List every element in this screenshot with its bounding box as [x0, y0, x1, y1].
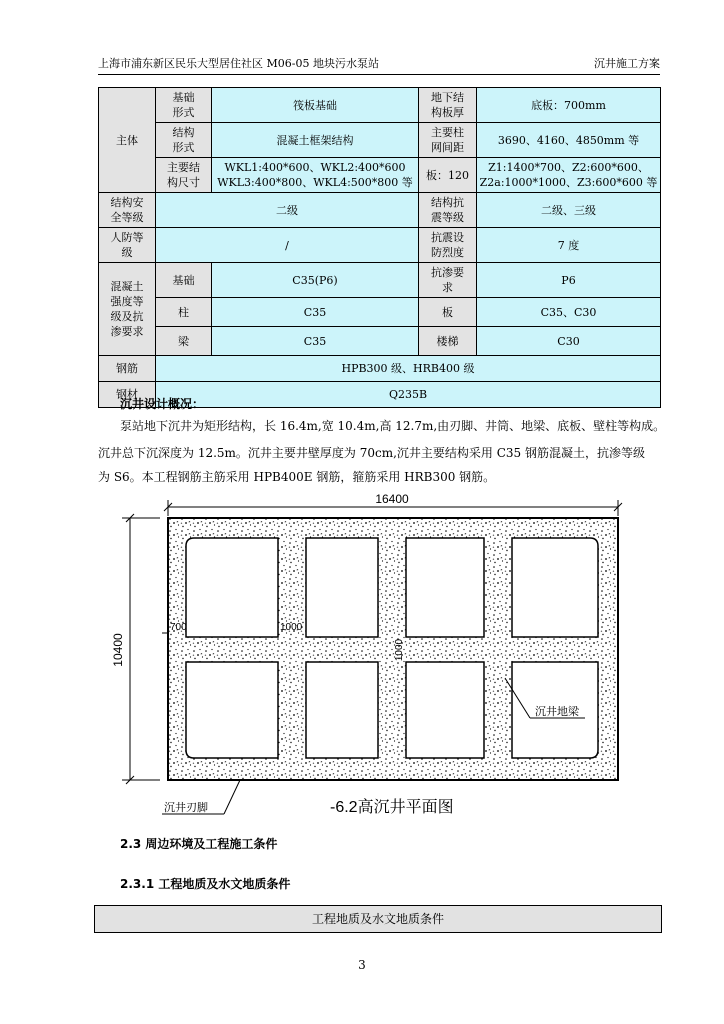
paragraph-line: 为 S6。本工程钢筋主筋采用 HPB400E 钢筋，箍筋采用 HRB300 钢筋。: [98, 470, 496, 484]
cell-label: 基础 形式: [156, 88, 212, 123]
cell-label: 钢筋: [99, 356, 156, 382]
cell-label: 结构安 全等级: [99, 193, 156, 228]
geology-table-header: 工程地质及水文地质条件: [94, 905, 662, 933]
cell-value: HPB300 级、HRB400 级: [156, 356, 661, 382]
cell-value: Z1:1400*700、Z2:600*600、 Z2a:1000*1000、Z3:600*600 等: [477, 158, 661, 193]
cell-label: 梁: [156, 327, 212, 356]
cell-main: 主体: [99, 88, 156, 193]
page-number: 3: [358, 958, 366, 972]
label-ground-beam: 沉井地梁: [535, 705, 579, 718]
cell-value: 3690、4160、4850mm 等: [477, 123, 661, 158]
header-doc-title: 沉井施工方案: [594, 57, 660, 70]
cell-value: 7 度: [477, 228, 661, 263]
cell-label: 板：120: [419, 158, 477, 193]
cell-value: 二级: [156, 193, 419, 228]
cell-value: 二级、三级: [477, 193, 661, 228]
cell-label: 结构 形式: [156, 123, 212, 158]
dim-beam-horizontal: 1000: [280, 622, 303, 633]
cell-value: 筏板基础: [212, 88, 419, 123]
cell-value: C30: [477, 327, 661, 356]
cell-label: 主要柱 网间距: [419, 123, 477, 158]
cell-value: C35、C30: [477, 298, 661, 327]
cell-value: WKL1:400*600、WKL2:400*600 WKL3:400*800、WKL4:500*800 等: [212, 158, 419, 193]
cell-label: 抗渗要 求: [419, 263, 477, 298]
paragraph-line: 泵站地下沉井为矩形结构，长 16.4m,宽 10.4m,高 12.7m,由刃脚、井筒、地梁、底板、壁柱等构成。: [120, 419, 666, 433]
cell-label: 基础: [156, 263, 212, 298]
header-project-title: 上海市浦东新区民乐大型居住社区 M06-05 地块污水泵站: [98, 57, 379, 70]
cell-value: 底板：700mm: [477, 88, 661, 123]
dim-beam-vertical: 1000: [394, 638, 405, 662]
cell-label: 板: [419, 298, 477, 327]
cell-value: /: [156, 228, 419, 263]
drawing-caption: -6.2高沉井平面图: [330, 799, 454, 816]
cell-label: 楼梯: [419, 327, 477, 356]
cell-value: 混凝土框架结构: [212, 123, 419, 158]
cell-value: C35(P6): [212, 263, 419, 298]
cell-label: 柱: [156, 298, 212, 327]
cell-value: P6: [477, 263, 661, 298]
heading-2-3: 2.3 周边环境及工程施工条件: [120, 837, 278, 851]
cell-value: C35: [212, 298, 419, 327]
cell-label: 人防等 级: [99, 228, 156, 263]
cell-label: 钢材: [99, 382, 156, 408]
label-cutting-edge: 沉井刃脚: [164, 801, 208, 814]
cell-concrete: 混凝土 强度等 级及抗 渗要求: [99, 263, 156, 356]
heading-2-3-1: 2.3.1 工程地质及水文地质条件: [120, 877, 291, 891]
cell-label: 结构抗 震等级: [419, 193, 477, 228]
cell-label: 地下结 构板厚: [419, 88, 477, 123]
dim-wall: 700: [170, 622, 187, 633]
section-title: 沉井设计概况：: [120, 397, 205, 411]
cell-label: 主要结 构尺寸: [156, 158, 212, 193]
dim-width: 10400: [111, 633, 125, 667]
cell-label: 抗震设 防烈度: [419, 228, 477, 263]
cell-value: C35: [212, 327, 419, 356]
dim-length: 16400: [375, 492, 409, 506]
paragraph-line: 沉井总下沉深度为 12.5m。沉井主要井壁厚度为 70cm,沉井主要结构采用 C35 钢筋混凝土，抗渗等级: [98, 446, 645, 460]
cell-value: Q235B: [156, 382, 661, 408]
